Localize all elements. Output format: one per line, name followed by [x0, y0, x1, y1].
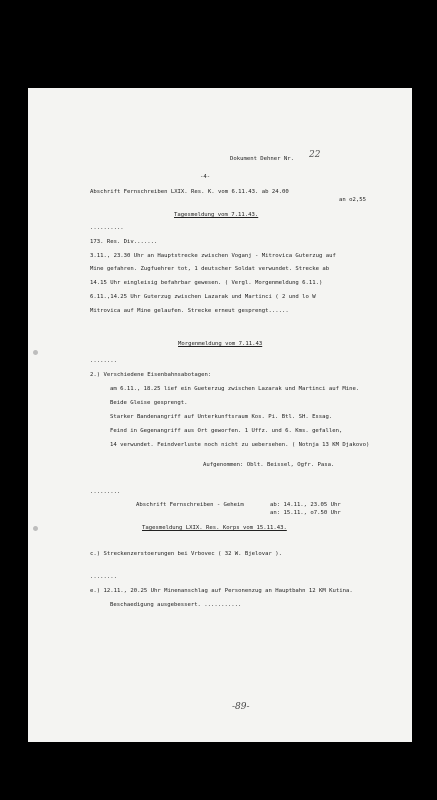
doc-number: 22: [309, 150, 321, 160]
report2-line: Feind in Gegenangriff aus Ort geworfen. 1 Uffz. und 6. Kms. gefallen,: [110, 428, 343, 434]
transmission-line1: Abschrift Fernschreiben LXIX. Res. K. vom 6.11.43. ab 24.00: [90, 189, 289, 195]
report2-item-head: 2.) Verschiedene Eisenbahnsabotagen:: [90, 372, 212, 378]
report3-item-c: c.) Streckenzerstoerungen bei Vrbovec ( 32 W. Bjelovar ).: [90, 551, 282, 557]
report3-item-e2: Beschaedigung ausgebessert. ...........: [110, 602, 242, 608]
report1-title: Tagesmeldung vom 7.11.43.: [174, 212, 259, 218]
report2-line: am 6.11., 18.25 lief ein Gueterzug zwischen Lazarak und Martinci auf Mine.: [110, 386, 360, 392]
report1-unit: 173. Res. Div.......: [90, 239, 158, 245]
document-page: [28, 88, 412, 742]
separator-dots: .........: [90, 489, 121, 495]
punch-hole: [33, 526, 38, 531]
report1-line: 3.11., 23.30 Uhr an Hauptstrecke zwischen Voganj - Mitrovica Guterzug auf: [90, 253, 336, 259]
separator-dots: ........: [90, 574, 117, 580]
separator-dots: ..........: [90, 225, 124, 231]
report2-signature: Aufgenommen: Oblt. Beissel, Ogfr. Pasa.: [203, 462, 335, 468]
page-number: -89-: [232, 702, 250, 712]
report1-line: 6.11.,14.25 Uhr Guterzug zwischen Lazarak und Martinci ( 2 und lo W: [90, 294, 316, 300]
report1-line: Mitrovica auf Mine gelaufen. Strecke erneut gesprengt......: [90, 308, 289, 314]
report1-line: Mine gefahren. Zugfuehrer tot, 1 deutscher Soldat verwundet. Strecke ab: [90, 266, 330, 272]
report2-title: Morgenmeldung vom 7.11.43: [178, 341, 263, 347]
page-marker: -4-: [200, 174, 211, 180]
report2-line: 14 verwundet. Feindverluste noch nicht zu uebersehen. ( Notnja 13 KM Djakovo): [110, 442, 370, 448]
report2-line: Beide Gleise gesprengt.: [110, 400, 188, 406]
transmission2-an: an: 15.11., o7.50 Uhr: [270, 510, 341, 516]
separator-dots: ........: [90, 358, 117, 364]
report3-item-e: e.) 12.11., 20.25 Uhr Minenanschlag auf Personenzug an Hauptbahn 12 KM Kutina.: [90, 588, 353, 594]
report2-line: Starker Bandenangriff auf Unterkunftsraum Kos. Pi. Btl. SH. Essag.: [110, 414, 333, 420]
transmission-line2: an o2,55: [339, 197, 366, 203]
report1-line: 14.15 Uhr eingleisig befahrbar gewesen. ( Vergl. Morgenmeldung 6.11.): [90, 280, 323, 286]
transmission2-ab: ab: 14.11., 23.05 Uhr: [270, 502, 341, 508]
report3-title: Tagesmeldung LXIX. Res. Korps vom 15.11.43.: [142, 525, 287, 531]
transmission2-label: Abschrift Fernschreiben - Geheim: [136, 502, 244, 508]
punch-hole: [33, 350, 38, 355]
doc-label: Dokument Dehner Nr.: [230, 156, 294, 162]
